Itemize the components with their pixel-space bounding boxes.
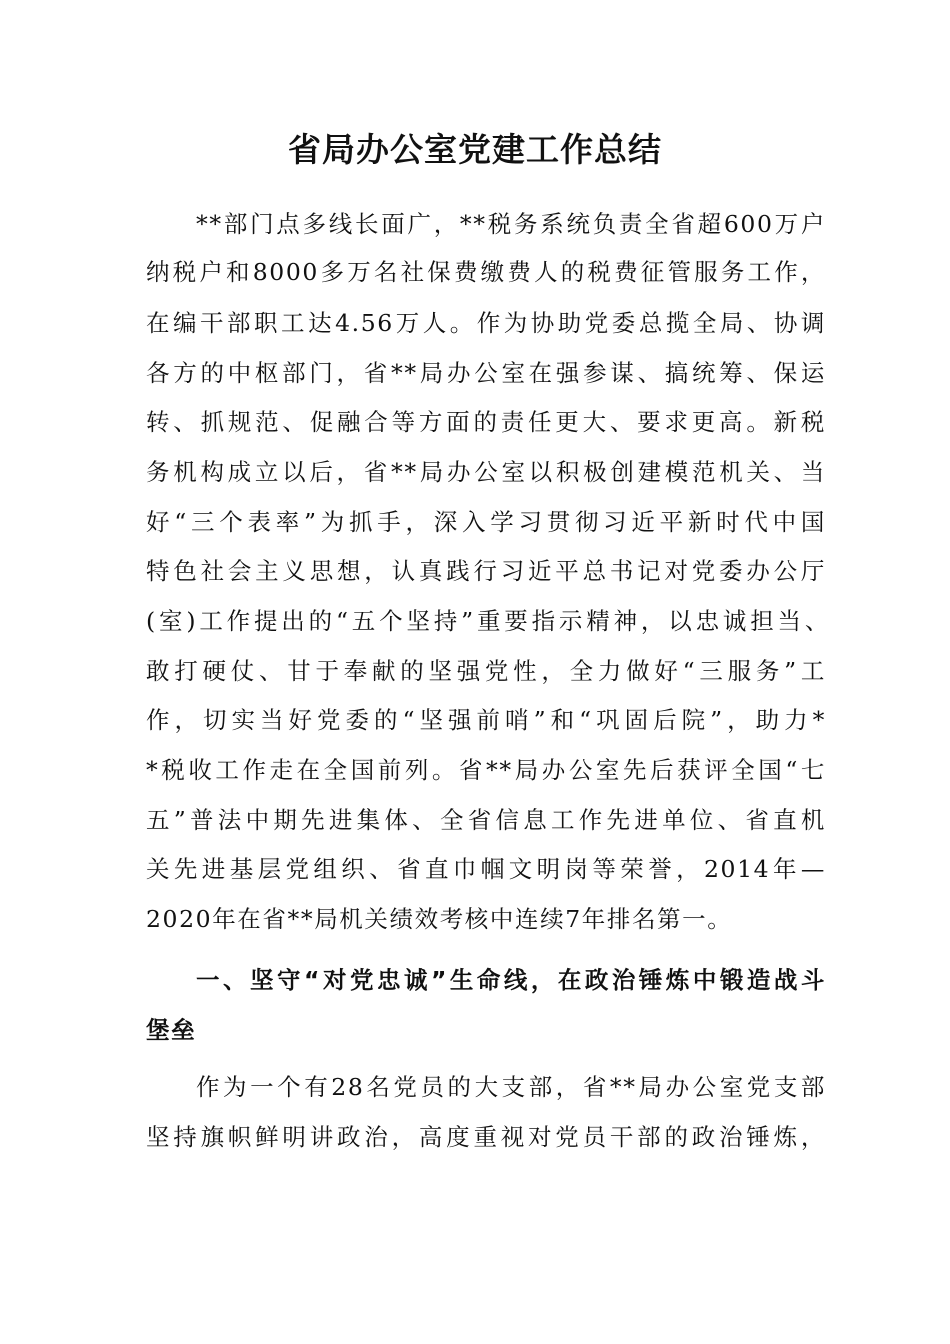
text-line: 在编干部职工达4.56万人。作为协助党委总揽全局、协调 <box>146 309 826 337</box>
text-line: 2020年在省**局机关绩效考核中连续7年排名第一。 <box>146 905 733 933</box>
text-line: 作，切实当好党委的“坚强前哨”和“巩固后院”，助力* <box>146 706 826 734</box>
text-line: 五”普法中期先进集体、全省信息工作先进单位、省直机 <box>146 806 826 834</box>
text-line: 好“三个表率”为抓手，深入学习贯彻习近平新时代中国 <box>146 508 826 536</box>
text-line: 作为一个有28名党员的大支部，省**局办公室党支部 <box>196 1073 826 1101</box>
text-line: 敢打硬仗、甘于奉献的坚强党性，全力做好“三服务”工 <box>146 657 826 685</box>
document-title: 省局办公室党建工作总结 <box>288 130 662 169</box>
heading-line: 一、坚守“对党忠诚”生命线，在政治锤炼中锻造战斗 <box>196 966 826 994</box>
heading-line: 堡垒 <box>146 1016 197 1044</box>
text-line: 纳税户和8000多万名社保费缴费人的税费征管服务工作， <box>146 258 826 286</box>
text-line: 各方的中枢部门，省**局办公室在强参谋、搞统筹、保运 <box>146 359 826 387</box>
text-line: (室)工作提出的“五个坚持”重要指示精神，以忠诚担当、 <box>146 607 830 635</box>
text-line: 坚持旗帜鲜明讲政治，高度重视对党员干部的政治锤炼， <box>146 1123 826 1151</box>
text-line: *税收工作走在全国前列。省**局办公室先后获评全国“七 <box>146 756 826 784</box>
text-line: 转、抓规范、促融合等方面的责任更大、要求更高。新税 <box>146 408 826 436</box>
text-line: 务机构成立以后，省**局办公室以积极创建模范机关、当 <box>146 458 826 486</box>
text-line: **部门点多线长面广，**税务系统负责全省超600万户 <box>196 210 826 238</box>
text-line: 关先进基层党组织、省直巾帼文明岗等荣誉，2014年— <box>146 855 826 883</box>
text-line: 特色社会主义思想，认真践行习近平总书记对党委办公厅 <box>146 557 826 585</box>
